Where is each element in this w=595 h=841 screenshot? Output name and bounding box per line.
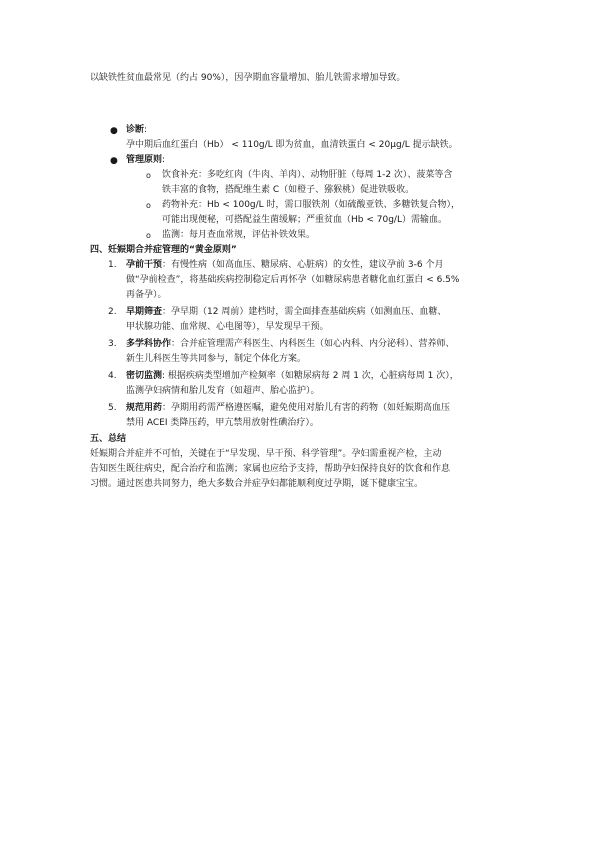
diagnosis-text: 孕中期后血红蛋白（Hb） < 110g/L 即为贫血，血清铁蛋白 < 20μg/L 提示缺铁。	[126, 140, 458, 150]
section4-heading: 四、妊娠期合并症管理的“黄金原则”	[90, 245, 237, 255]
intro-paragraph: 以缺铁性贫血最常见（约占 90%），因孕期血容量增加、胎儿铁需求增加导致。	[90, 73, 406, 83]
bullet-icon: ●	[110, 126, 118, 136]
section4-item-title: 规范用药	[126, 403, 163, 413]
section4-item-line	[126, 369, 459, 384]
list-number: 5.	[108, 403, 117, 413]
section4-item-title: 孕前干预	[126, 260, 163, 270]
circle-bullet-icon: o	[146, 231, 151, 240]
section4-item-line: 甲状腺功能、血常规、心电图等），早发现早干预。	[126, 322, 329, 332]
management-item-line: 饮食补充：多吃红肉（牛肉、羊肉）、动物肝脏（每周 1-2 次）、菠菜等含	[162, 170, 453, 180]
management-item-line: 铁丰富的食物，搭配维生素 C（如橙子、猕猴桃）促进铁吸收。	[162, 185, 415, 195]
section4-item-line	[126, 305, 446, 320]
section4-item-title: 密切监测	[126, 371, 163, 381]
section4-item-text: ：孕期用药需严格遵医嘱，避免使用对胎儿有害的药物（如妊娠期高血压	[162, 403, 451, 413]
section4-item-line: 监测孕妇病情和胎儿发育（如超声、胎心监护）。	[126, 386, 320, 396]
list-number: 1.	[108, 260, 117, 270]
diagnosis-colon: :	[144, 125, 148, 135]
management-item-line: 监测：每月查血常规，评估补铁效果。	[162, 230, 316, 240]
circle-bullet-icon: o	[146, 171, 151, 180]
management-title	[126, 153, 165, 168]
summary-line: 习惯。通过医患共同努力，绝大多数合并症孕妇都能顺利度过孕期，诞下健康宝宝。	[90, 479, 424, 489]
section4-item-line: 禁用 ACEI 类降压药，甲亢禁用放射性碘治疗）。	[126, 418, 319, 428]
section4-item-line: 新生儿科医生等共同参与，制定个体化方案。	[126, 354, 307, 364]
section4-item-text: ：孕早期（12 周前）建档时，需全面排查基础疾病（如测血压、血糖、	[162, 307, 447, 317]
diagnosis-title-text: 诊断	[126, 125, 145, 135]
management-title-text: 管理原则	[126, 155, 163, 165]
management-colon: :	[162, 155, 166, 165]
section4-item-text: ：有慢性病（如高血压、糖尿病、心脏病）的女性，建议孕前 3-6 个月	[162, 260, 444, 270]
section4-item-line: 再备孕）。	[126, 290, 167, 300]
list-number: 2.	[108, 307, 117, 317]
list-number: 3.	[108, 339, 117, 349]
section4-item-title: 多学科协作	[126, 339, 172, 349]
section4-item-title: 早期筛查	[126, 307, 163, 317]
section4-item-line	[126, 258, 443, 273]
management-item-line: 药物补充：Hb < 100g/L 时，需口服铁剂（如硫酸亚铁、多糖铁复合物），	[162, 200, 461, 210]
management-item-line: 可能出现便秘，可搭配益生菌缓解；严重贫血（Hb < 70g/L）需输血。	[162, 215, 447, 225]
summary-line: 妊娠期合并症并不可怕，关键在于“早发现、早干预、科学管理”。孕妇需重视产检，主动	[90, 449, 442, 459]
list-number: 4.	[108, 371, 117, 381]
section4-item-line: 做“孕前检查”，将基础疾病控制稳定后再怀孕（如糖尿病患者糖化血红蛋白 < 6.5%	[126, 275, 460, 285]
diagnosis-title	[126, 123, 147, 138]
section4-item-line	[126, 337, 455, 352]
summary-line: 告知医生既往病史，配合治疗和监测；家属也应给予支持，帮助孕妇保持良好的饮食和作息	[90, 464, 451, 474]
section4-item-text: ：合并症管理需产科医生、内科医生（如心内科、内分泌科）、营养师、	[171, 339, 455, 349]
section4-item-text: : 根据疾病类型增加产检频率（如糖尿病每 2 周 1 次，心脏病每周 1 次），	[162, 371, 459, 381]
section5-heading: 五、总结	[90, 434, 127, 444]
section4-item-line	[126, 401, 450, 416]
bullet-icon: ●	[110, 156, 118, 166]
circle-bullet-icon: o	[146, 201, 151, 210]
